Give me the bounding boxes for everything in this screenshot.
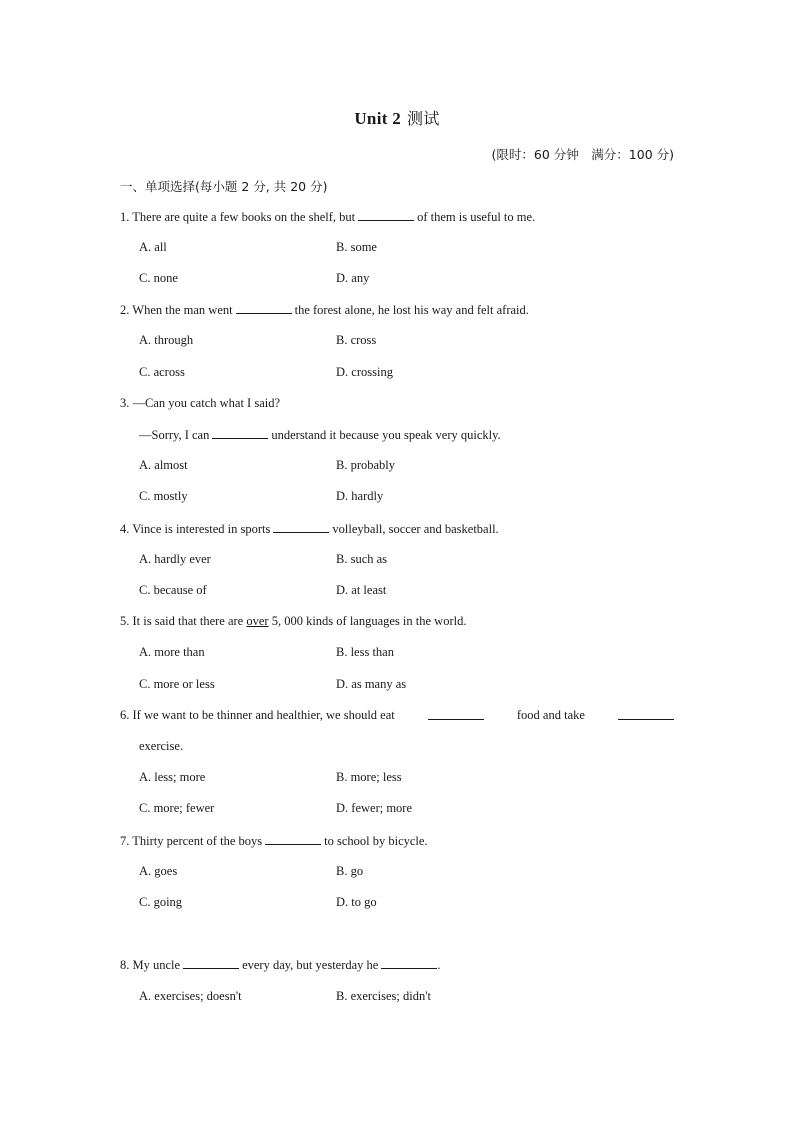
q3-option-d[interactable]: D. hardly xyxy=(336,489,384,503)
title-chinese: 测试 xyxy=(407,109,440,128)
q4-option-a[interactable]: A. hardly ever xyxy=(139,552,211,566)
q1-option-d[interactable]: D. any xyxy=(336,271,370,285)
q6-option-b[interactable]: B. more; less xyxy=(336,770,402,784)
answer-blank[interactable] xyxy=(618,708,674,720)
title-english: Unit 2 xyxy=(354,109,402,128)
q2-option-a[interactable]: A. through xyxy=(139,333,194,347)
q5-option-b[interactable]: B. less than xyxy=(336,645,394,659)
q2-option-d[interactable]: D. crossing xyxy=(336,365,393,379)
q6-option-a[interactable]: A. less; more xyxy=(139,770,206,784)
section-heading: 一、单项选择(每小题 2 分, 共 20 分) xyxy=(120,179,328,194)
question-7: 7. Thirty percent of the boys to school by bicycle. xyxy=(120,834,428,848)
answer-blank[interactable] xyxy=(183,957,239,969)
q4-option-c[interactable]: C. because of xyxy=(139,583,207,597)
q1-option-a[interactable]: A. all xyxy=(139,240,167,254)
underlined-word: over xyxy=(246,614,269,628)
q3-option-c[interactable]: C. mostly xyxy=(139,489,188,503)
q2-option-c[interactable]: C. across xyxy=(139,365,185,379)
q8-option-b[interactable]: B. exercises; didn't xyxy=(336,989,431,1003)
question-3-reply: —Sorry, I can understand it because you speak very quickly. xyxy=(139,428,501,442)
question-6-continued: exercise. xyxy=(139,739,184,753)
q7-option-b[interactable]: B. go xyxy=(336,864,364,878)
question-3: 3. —Can you catch what I said? xyxy=(120,396,281,410)
question-6: 6. If we want to be thinner and healthier, we should eat food and take xyxy=(120,708,674,723)
q3-option-a[interactable]: A. almost xyxy=(139,458,188,472)
q7-option-a[interactable]: A. goes xyxy=(139,864,178,878)
question-5: 5. It is said that there are over 5, 000 kinds of languages in the world. xyxy=(120,614,467,628)
q5-option-d[interactable]: D. as many as xyxy=(336,677,407,691)
q5-option-c[interactable]: C. more or less xyxy=(139,677,215,691)
question-8: 8. My uncle every day, but yesterday he . xyxy=(120,958,441,972)
time-score-limit: (限时：60 分钟 满分：100 分) xyxy=(491,147,674,162)
answer-blank[interactable] xyxy=(381,957,437,969)
q7-option-c[interactable]: C. going xyxy=(139,895,183,909)
question-1: 1. There are quite a few books on the shelf, but of them is useful to me. xyxy=(120,210,536,224)
q6-option-d[interactable]: D. fewer; more xyxy=(336,801,413,815)
question-2: 2. When the man went the forest alone, he lost his way and felt afraid. xyxy=(120,303,529,317)
q4-option-b[interactable]: B. such as xyxy=(336,552,388,566)
q3-option-b[interactable]: B. probably xyxy=(336,458,396,472)
page-title xyxy=(0,106,794,129)
q7-option-d[interactable]: D. to go xyxy=(336,895,377,909)
answer-blank[interactable] xyxy=(236,302,292,314)
q2-option-b[interactable]: B. cross xyxy=(336,333,377,347)
q6-option-c[interactable]: C. more; fewer xyxy=(139,801,215,815)
answer-blank[interactable] xyxy=(265,833,321,845)
answer-blank[interactable] xyxy=(212,427,268,439)
q8-option-a[interactable]: A. exercises; doesn't xyxy=(139,989,242,1003)
question-4: 4. Vince is interested in sports volleyball, soccer and basketball. xyxy=(120,522,499,536)
q4-option-d[interactable]: D. at least xyxy=(336,583,387,597)
answer-blank[interactable] xyxy=(428,708,484,720)
q1-option-c[interactable]: C. none xyxy=(139,271,178,285)
q5-option-a[interactable]: A. more than xyxy=(139,645,205,659)
q1-option-b[interactable]: B. some xyxy=(336,240,377,254)
answer-blank[interactable] xyxy=(273,521,329,533)
answer-blank[interactable] xyxy=(358,209,414,221)
